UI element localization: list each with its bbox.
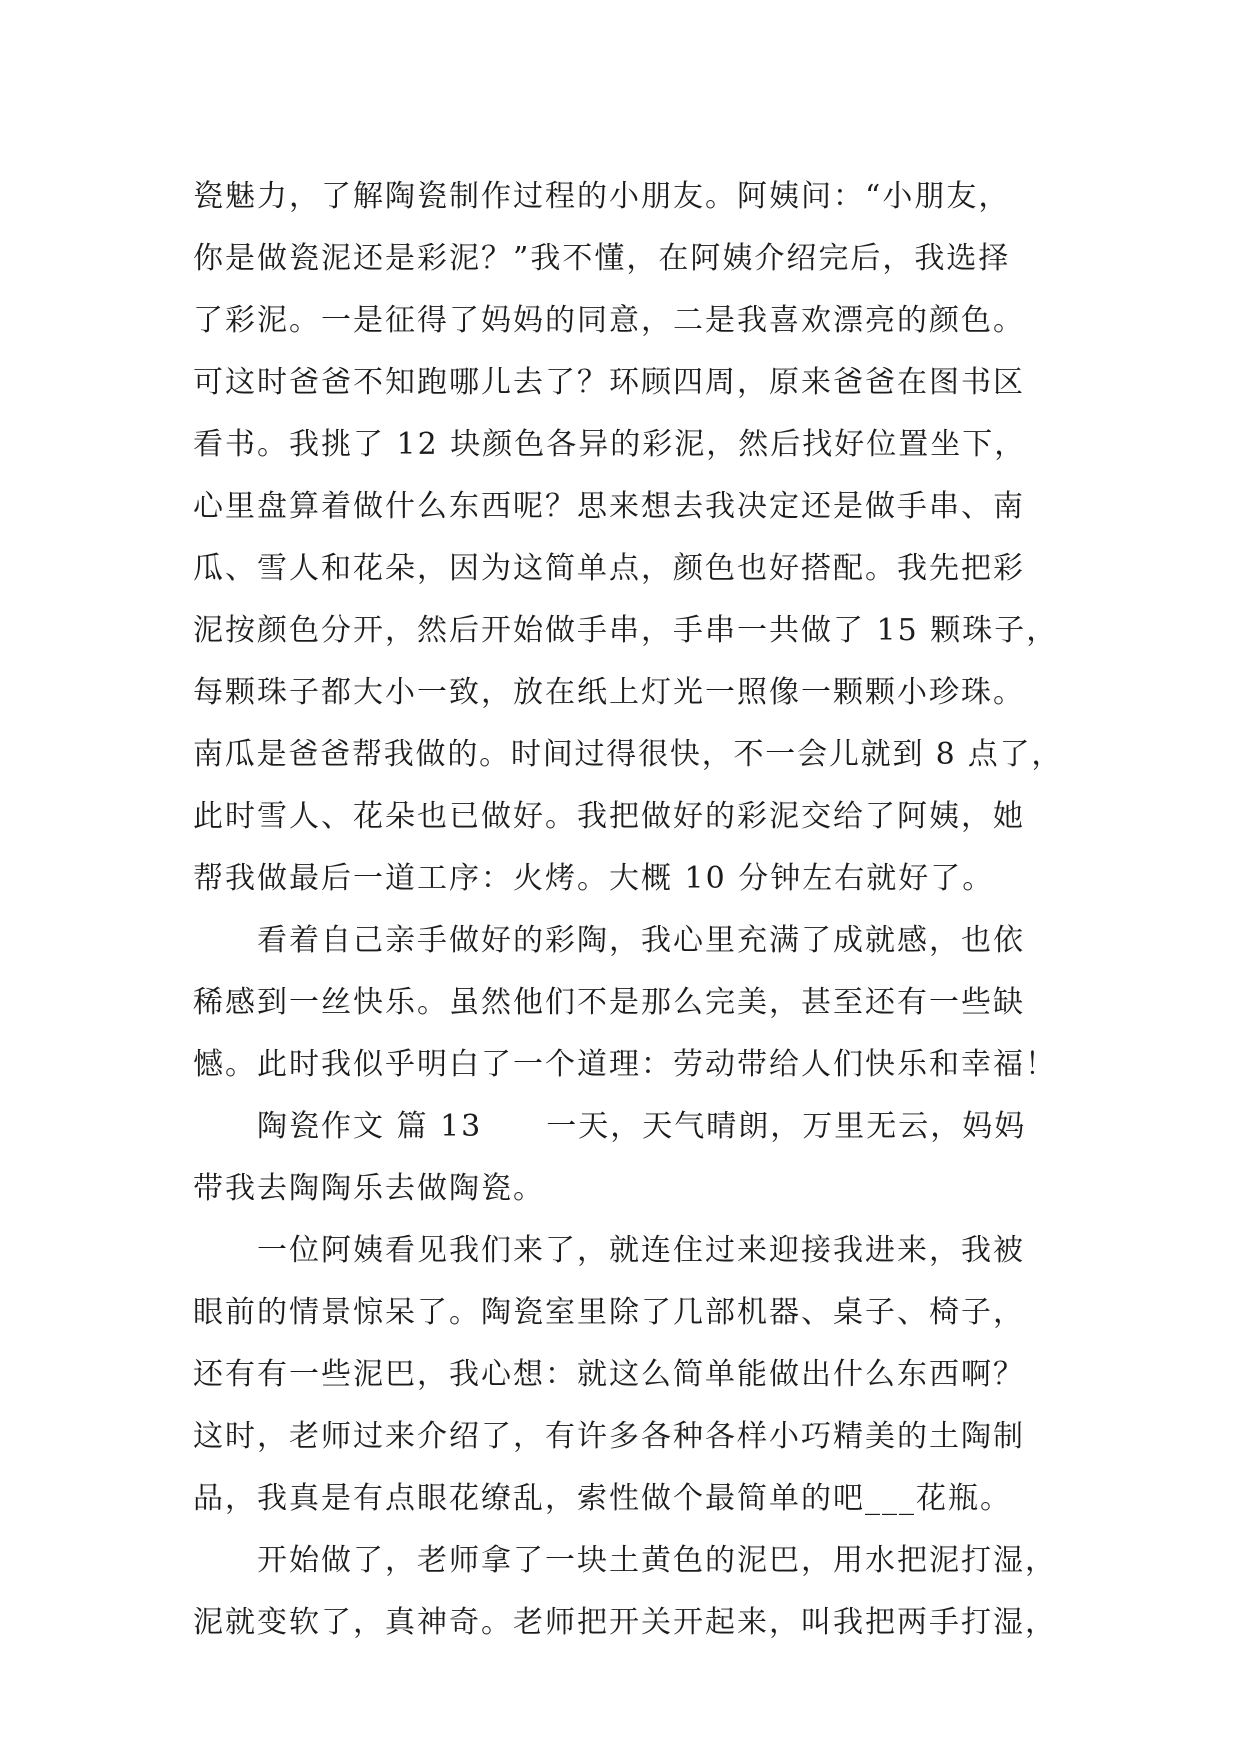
text-line: 看着自己亲手做好的彩陶，我心里充满了成就感，也依 [193,923,1025,958]
section-heading-line: 陶瓷作文 篇 13 一天，天气晴朗，万里无云，妈妈 [193,1109,1027,1144]
text-line: 这时，老师过来介绍了，有许多各种各样小巧精美的土陶制 [193,1419,1025,1454]
text-line: 了彩泥。一是征得了妈妈的同意，二是我喜欢漂亮的颜色。 [193,303,1025,338]
text-line: 帮我做最后一道工序：火烤。大概 10 分钟左右就好了。 [193,861,995,896]
text-line: 可这时爸爸不知跑哪儿去了？环顾四周，原来爸爸在图书区 [193,365,1025,400]
text-line: 开始做了，老师拿了一块土黄色的泥巴，用水把泥打湿， [193,1543,1057,1578]
text-line: 泥按颜色分开，然后开始做手串，手串一共做了 15 颗珠子， [193,613,1059,648]
essay-body-text [193,166,1063,1654]
text-line: 看书。我挑了 12 块颜色各异的彩泥，然后找好位置坐下， [193,427,1027,462]
text-line: 你是做瓷泥还是彩泥？”我不懂，在阿姨介绍完后，我选择 [193,241,1011,276]
text-line: 稀感到一丝快乐。虽然他们不是那么完美，甚至还有一些缺 [193,985,1025,1020]
text-line: 瓜、雪人和花朵，因为这简单点，颜色也好搭配。我先把彩 [193,551,1025,586]
text-line: 眼前的情景惊呆了。陶瓷室里除了几部机器、桌子、椅子， [193,1295,1025,1330]
text-line: 一位阿姨看见我们来了，就连住过来迎接我进来，我被 [193,1233,1025,1268]
text-line: 瓷魅力，了解陶瓷制作过程的小朋友。阿姨问：“小朋友， [193,179,1011,214]
text-line: 南瓜是爸爸帮我做的。时间过得很快，不一会儿就到 8 点了， [193,737,1064,772]
text-line: 每颗珠子都大小一致，放在纸上灯光一照像一颗颗小珍珠。 [193,675,1025,710]
text-line: 心里盘算着做什么东西呢？思来想去我决定还是做手串、南 [193,489,1025,524]
text-line: 此时雪人、花朵也已做好。我把做好的彩泥交给了阿姨，她 [193,799,1025,834]
text-line: 还有有一些泥巴，我心想：就这么简单能做出什么东西啊？ [193,1357,1025,1392]
text-line: 泥就变软了，真神奇。老师把开关开起来，叫我把两手打湿， [193,1605,1057,1640]
text-line: 憾。此时我似乎明白了一个道理：劳动带给人们快乐和幸福！ [193,1047,1057,1082]
text-line: 品，我真是有点眼花缭乱，索性做个最简单的吧___花瓶。 [193,1481,1012,1516]
text-line: 带我去陶陶乐去做陶瓷。 [193,1171,545,1206]
